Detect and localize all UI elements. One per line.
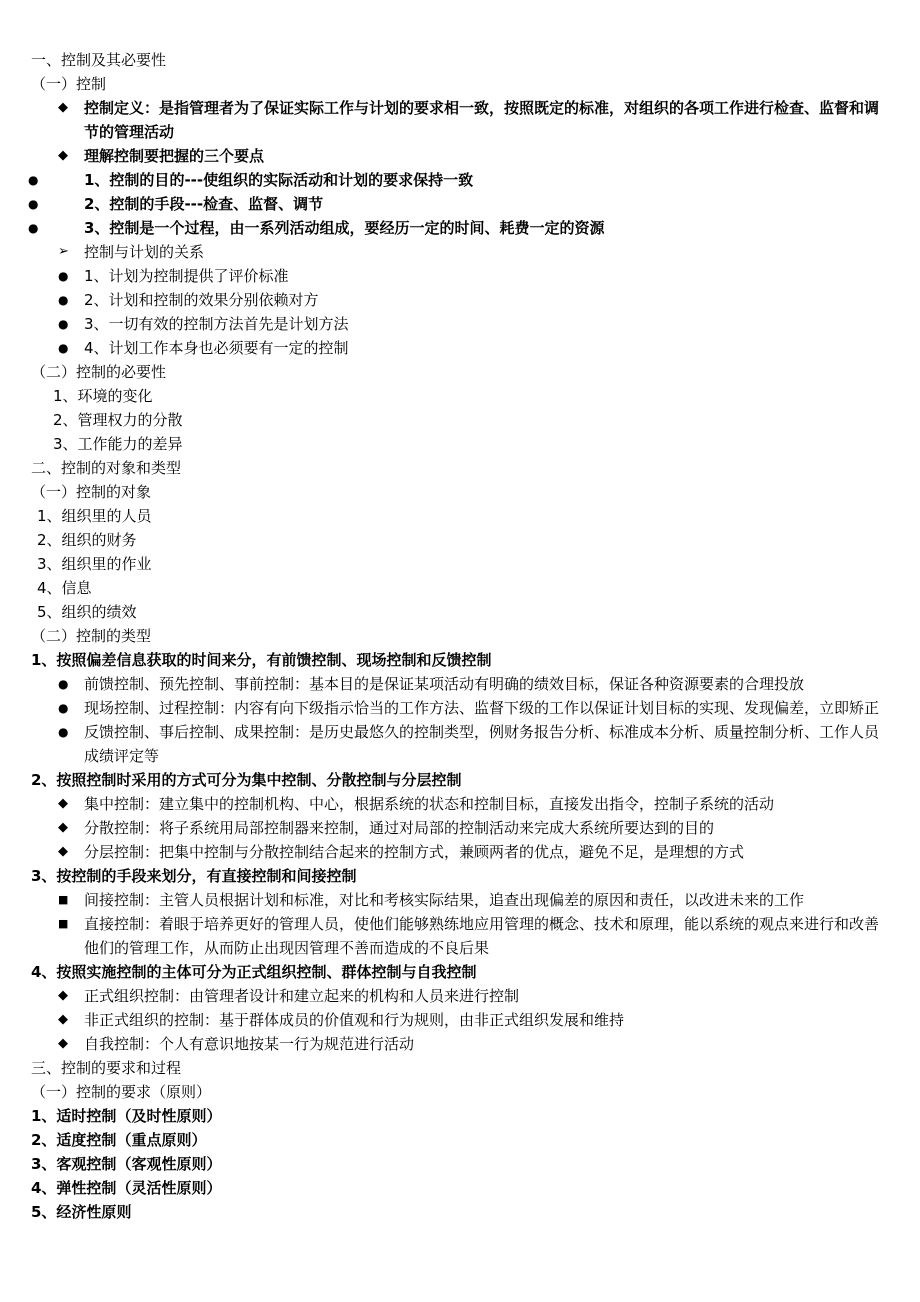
text-line — [0, 960, 920, 984]
line-text: 2、按照控制时采用的方式可分为集中控制、分散控制与分层控制 — [31, 771, 462, 789]
line-text: 控制与计划的关系 — [84, 243, 205, 261]
dot-bullet-icon: ● — [28, 173, 39, 187]
line-text: 分散控制：将子系统用局部控制器来控制，通过对局部的控制活动来完成大系统所要达到的目的 — [84, 819, 715, 837]
text-line — [0, 1032, 920, 1056]
line-text: 间接控制：主管人员根据计划和标准，对比和考核实际结果，追查出现偏差的原因和责任，以改进未来的工作 — [84, 891, 805, 909]
line-text: 5、组织的绩效 — [37, 603, 137, 621]
text-line — [0, 456, 920, 480]
text-line — [0, 264, 920, 288]
text-line — [0, 984, 920, 1008]
line-text: 正式组织控制：由管理者设计和建立起来的机构和人员来进行控制 — [84, 987, 520, 1005]
text-line — [0, 144, 920, 168]
diamond-bullet-icon: ◆ — [58, 844, 68, 859]
line-text: （二）控制的必要性 — [31, 363, 167, 381]
text-line — [0, 576, 920, 600]
text-line — [0, 768, 920, 792]
line-text: 2、管理权力的分散 — [53, 411, 183, 429]
line-text: 分层控制：把集中控制与分散控制结合起来的控制方式，兼顾两者的优点，避免不足，是理想的方式 — [84, 843, 745, 861]
text-line — [0, 288, 920, 312]
line-text: 4、弹性控制（灵活性原则） — [31, 1179, 222, 1197]
line-text: 1、适时控制（及时性原则） — [31, 1107, 222, 1125]
line-text: 直接控制：着眼于培养更好的管理人员，使他们能够熟练地应用管理的概念、技术和原理，能以系统的观点来进行和改善他们的管理工作，从而防止出现因管理不善而造成的不良后果 — [84, 915, 880, 957]
text-line — [0, 1080, 920, 1104]
text-line — [0, 1056, 920, 1080]
text-line — [0, 552, 920, 576]
diamond-bullet-icon: ◆ — [58, 100, 68, 115]
text-line — [0, 600, 920, 624]
line-text: 2、适度控制（重点原则） — [31, 1131, 207, 1149]
text-line — [0, 1128, 920, 1152]
text-line — [0, 480, 920, 504]
text-line — [0, 864, 920, 888]
diamond-bullet-icon: ◆ — [58, 820, 68, 835]
dot-bullet-icon: ● — [28, 197, 39, 211]
text-line — [0, 1200, 920, 1224]
text-line — [0, 1008, 920, 1032]
line-text: 3、组织里的作业 — [37, 555, 152, 573]
line-text: 自我控制：个人有意识地按某一行为规范进行活动 — [84, 1035, 415, 1053]
line-text: （一）控制 — [31, 75, 107, 93]
line-text: 控制定义：是指管理者为了保证实际工作与计划的要求相一致，按照既定的标准，对组织的各项工作进行检查、监督和调节的管理活动 — [84, 99, 880, 141]
text-line — [0, 792, 920, 816]
line-text: 三、控制的要求和过程 — [31, 1059, 182, 1077]
diamond-bullet-icon: ◆ — [58, 988, 68, 1003]
line-text: 集中控制：建立集中的控制机构、中心，根据系统的状态和控制目标，直接发出指令，控制子系统的活动 — [84, 795, 775, 813]
line-text: 2、控制的手段---检查、监督、调节 — [84, 195, 324, 213]
text-line — [0, 672, 920, 696]
text-line — [0, 912, 920, 960]
text-line — [0, 696, 920, 720]
dot-bullet-icon: ● — [58, 701, 69, 715]
line-text: 1、组织里的人员 — [37, 507, 152, 525]
line-text: 2、组织的财务 — [37, 531, 137, 549]
dot-bullet-icon: ● — [58, 341, 69, 355]
line-text: 4、计划工作本身也必须要有一定的控制 — [84, 339, 349, 357]
text-line — [0, 336, 920, 360]
square-bullet-icon: ■ — [58, 893, 69, 906]
line-text: 现场控制、过程控制：内容有向下级指示恰当的工作方法、监督下级的工作以保证计划目标的实现、发现偏差，立即矫正 — [84, 699, 880, 717]
line-text: 二、控制的对象和类型 — [31, 459, 182, 477]
line-text: 一、控制及其必要性 — [31, 51, 167, 69]
line-text: 5、经济性原则 — [31, 1203, 132, 1221]
text-line — [0, 360, 920, 384]
text-line — [0, 432, 920, 456]
dot-bullet-icon: ● — [58, 269, 69, 283]
dot-bullet-icon: ● — [58, 677, 69, 691]
text-line — [0, 816, 920, 840]
dot-bullet-icon: ● — [28, 221, 39, 235]
text-line — [0, 720, 920, 768]
text-line — [0, 1152, 920, 1176]
text-line — [0, 624, 920, 648]
line-text: 1、控制的目的---使组织的实际活动和计划的要求保持一致 — [84, 171, 474, 189]
line-text: （一）控制的要求（原则） — [31, 1083, 212, 1101]
text-line — [0, 888, 920, 912]
line-text: 前馈控制、预先控制、事前控制：基本目的是保证某项活动有明确的绩效目标，保证各种资源要素的合理投放 — [84, 675, 805, 693]
line-text: 1、环境的变化 — [53, 387, 153, 405]
text-line — [0, 216, 920, 240]
dot-bullet-icon: ● — [58, 293, 69, 307]
dot-bullet-icon: ● — [58, 317, 69, 331]
line-text: 2、计划和控制的效果分别依赖对方 — [84, 291, 319, 309]
text-line — [0, 1176, 920, 1200]
text-line — [0, 192, 920, 216]
text-line — [0, 504, 920, 528]
diamond-bullet-icon: ◆ — [58, 148, 68, 163]
line-text: 反馈控制、事后控制、成果控制：是历史最悠久的控制类型，例财务报告分析、标准成本分析、质量控制分析、工作人员成绩评定等 — [84, 723, 880, 765]
text-line — [0, 384, 920, 408]
line-text: 非正式组织的控制：基于群体成员的价值观和行为规则，由非正式组织发展和维持 — [84, 1011, 625, 1029]
diamond-bullet-icon: ◆ — [58, 1036, 68, 1051]
diamond-bullet-icon: ◆ — [58, 796, 68, 811]
dot-bullet-icon: ● — [58, 725, 69, 739]
text-line — [0, 168, 920, 192]
text-line — [0, 840, 920, 864]
line-text: 3、控制是一个过程，由一系列活动组成，要经历一定的时间、耗费一定的资源 — [84, 219, 605, 237]
line-text: 3、客观控制（客观性原则） — [31, 1155, 222, 1173]
text-line — [0, 648, 920, 672]
line-text: 3、一切有效的控制方法首先是计划方法 — [84, 315, 349, 333]
text-line — [0, 240, 920, 264]
arrow-bullet-icon: ➢ — [58, 244, 69, 259]
line-text: 4、按照实施控制的主体可分为正式组织控制、群体控制与自我控制 — [31, 963, 477, 981]
line-text: 4、信息 — [37, 579, 92, 597]
text-line — [0, 312, 920, 336]
text-line — [0, 48, 920, 72]
line-text: 3、工作能力的差异 — [53, 435, 183, 453]
square-bullet-icon: ■ — [58, 917, 69, 930]
text-line — [0, 408, 920, 432]
line-text: 1、计划为控制提供了评价标准 — [84, 267, 289, 285]
line-text: 理解控制要把握的三个要点 — [84, 147, 265, 165]
diamond-bullet-icon: ◆ — [58, 1012, 68, 1027]
text-line — [0, 96, 920, 144]
line-text: 1、按照偏差信息获取的时间来分，有前馈控制、现场控制和反馈控制 — [31, 651, 492, 669]
line-text: （二）控制的类型 — [31, 627, 152, 645]
text-line — [0, 72, 920, 96]
text-line — [0, 1104, 920, 1128]
document-body — [0, 48, 920, 1224]
line-text: 3、按控制的手段来划分，有直接控制和间接控制 — [31, 867, 357, 885]
text-line — [0, 528, 920, 552]
line-text: （一）控制的对象 — [31, 483, 152, 501]
